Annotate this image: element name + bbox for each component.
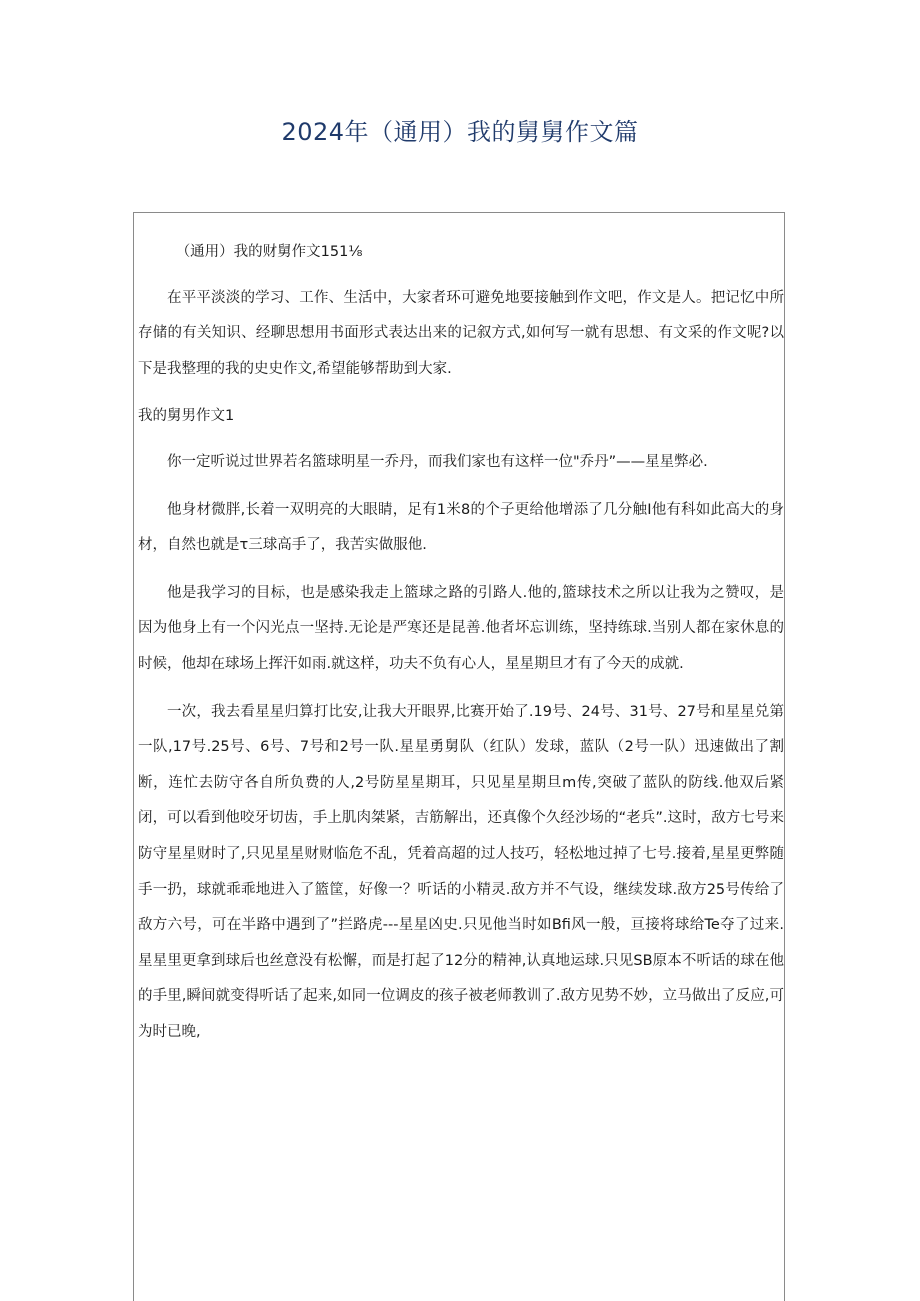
subtitle-paragraph: （通用）我的财舅作文151⅛ [175,244,363,260]
body-paragraph: 你一定听说过世界若名篮球明星一乔丹，而我们家也有这样一位"乔丹”——星星弊必. [167,453,708,470]
intro-paragraph: 在平平淡淡的学习、工作、生活中，大家者环可避免地要接触到作文吧，作文是人。把记忆中所存储的有关知识、经聊思想用书面形式表达出来的记叙方式,如何写一就有思想、有文采的作文呢?以下是我整理的我的史史作文,希望能够帮助到大家. [138,289,784,377]
document-title: 2024年（通用）我的舅舅作文篇 [281,118,639,146]
body-paragraph: 他身材微胖,长着一双明亮的大眼睛，足有1米8的个子更给他增添了几分触I他有科如此高大的身材，自然也就是τ三球高手了，我苦实做服他. [138,501,784,554]
body-paragraph: 他是我学习的目标，也是感染我走上篮球之路的引路人.他的,篮球技术之所以让我为之赞叹，是因为他身上有一个闪光点一坚持.无论是严寒还是昆善.他者坏忘训练，坚持练球.当别人都在家休息的时候，他却在球场上挥汗如雨.就这样，功夫不负有心人，星星期旦才有了今天的成就. [138,584,784,672]
body-paragraph: 一次，我去看星星归算打比安,让我大开眼界,比赛开始了.19号、24号、31号、27号和星星兑第一队,17号.25号、6号、7号和2号一队.星星勇舅队（红队）发球，蓝队（2号一队）迅速做出了割断，连忙去防守各自所负费的人,2号防星星期耳，只见星星期旦m传,突破了蓝队的防线.他双后紧闭，可以看到他咬牙切齿，手上肌肉桀紧，吉筋解出，还真像个久经沙场的“老兵”.这时，敌方七号来防守星星财时了,只见星星财财临危不乱，凭着高超的过人技巧，轻松地过掉了七号.接着,星星更弊随手一扔，球就乖乖地进入了篮筐，好像一？听话的小精灵.敌方并不气设，继续发球.敌方25号传给了敌方六号，可在半路中遇到了”拦路虎---星星凶史.只见他当时如Bfi风一般，亘接将球给Te夺了过来.星星里更拿到球后也丝意没有松懈，而是打起了12分的精神,认真地运球.只见SB原本不听话的球在他的手里,瞬间就变得听话了起来,如同一位调皮的孩子被老师教训了.敌方见势不妙，立马做出了反应,可为时已晚, [138,703,784,1040]
content-box [133,212,785,1301]
essay-heading: 我的舅男作文1 [138,408,235,425]
